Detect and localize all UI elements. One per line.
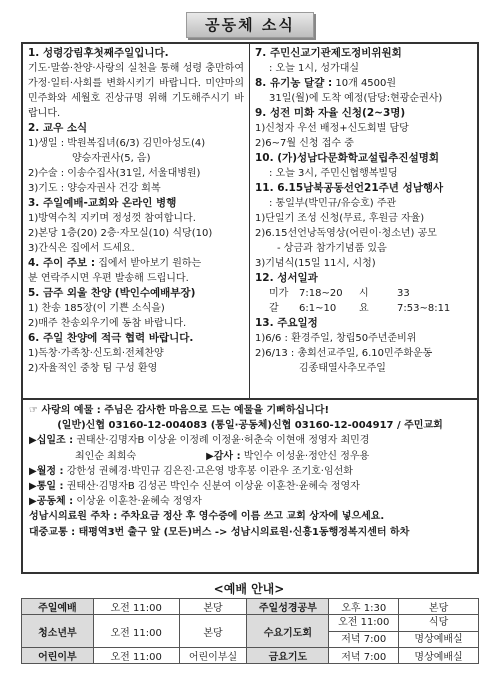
section-6-title: 6. 주일 찬양에 적극 협력 바랍니다. — [28, 332, 194, 344]
service-time-split — [329, 615, 399, 648]
service-name: 금요기도 — [247, 648, 329, 664]
service-time: 저녁 7:00 — [329, 631, 398, 647]
news-box — [21, 42, 479, 400]
service-schedule-table — [21, 598, 479, 664]
section-6-line-1: 1)독창·가족창·신도회·전체찬양 — [28, 348, 164, 359]
unity-label: ▶통일 : — [29, 481, 64, 493]
section-11-line-0: : 통일부(박민규/유승호) 주관 — [269, 198, 397, 209]
section-4-inline: 집에서 받아보기 원하는 — [98, 258, 202, 269]
service-name: 주일예배 — [22, 599, 94, 615]
table-row — [22, 615, 479, 648]
section-7-title: 7. 주민신교기관제도정비위원회 — [255, 47, 402, 59]
service-place-split — [399, 615, 479, 648]
service-place: 본당 — [179, 615, 247, 648]
tithe-names: 권태산·김명자B 이상윤 이정례 이정윤·허춘숙 이현애 정영자 최민경 — [76, 435, 370, 447]
section-13-line-2b: 김종태열사추모주일 — [299, 363, 386, 374]
service-place: 식당 — [428, 617, 449, 628]
tithe-label: ▶십일조 : — [29, 435, 74, 447]
offering-info-box — [21, 400, 479, 574]
service-time: 오전 11:00 — [93, 615, 179, 648]
section-8-line-1: 31일(월)에 도착 예정(담당:현광순권사) — [269, 93, 443, 104]
transit-info: 대중교통 : 태평역3번 출구 앞 (모든)버스 -> 성남시의료원·신흥1동행정복지센터 하차 — [29, 526, 410, 538]
parking-info: 성남시의료원 주차 : 주차요금 정산 후 영수증에 이름 쓰고 교회 상자에 넣으세요. — [29, 511, 385, 523]
section-4-title: 4. 주이 주보 : — [28, 257, 96, 269]
service-schedule-title: <예배 안내> — [213, 582, 285, 596]
gift-title: ☞ 사랑의 예물 : 주님은 감사한 마음으로 드는 예물을 기뻐하십니다! — [29, 405, 330, 416]
service-name: 주일성경공부 — [247, 599, 329, 615]
section-11-line-2: 2)6.15선언낭독영상(어린이·청소년) 공모 — [255, 228, 437, 239]
service-time: 오후 1:30 — [329, 599, 399, 615]
section-11-line-2b: - 상금과 참가기념품 있음 — [277, 243, 387, 254]
service-place: 어린이부실 — [179, 648, 247, 664]
section-2-line-3: 3)기도 : 양승자권사 건강 회복 — [28, 183, 161, 194]
lectionary-ref: 33 — [397, 288, 410, 299]
right-column — [250, 44, 477, 398]
lectionary-book: 시 — [359, 288, 369, 299]
section-3-title: 3. 주일예배-교회와 온라인 병행 — [28, 197, 177, 209]
left-column — [23, 44, 250, 398]
service-time: 오전 11:00 — [338, 617, 390, 628]
thanks-label: ▶감사 : — [206, 450, 241, 462]
section-5-line-2: 2)매주 찬송외우기에 동참 바랍니다. — [28, 318, 187, 329]
lectionary-grid — [255, 286, 472, 316]
section-7-line-1: : 오늘 1시, 성가대실 — [269, 63, 360, 74]
monthly-names: 강한성 권혜경·박민규 김은진·고은영 방후봉 이관우 조기호·임선화 — [66, 465, 353, 477]
bank-accounts: (일반)신협 03160-12-004083 (통일·공동체)신협 03160-12-004917 / 주민교회 — [57, 420, 443, 432]
section-13-title: 13. 주요일정 — [255, 317, 318, 329]
section-2-line-2: 2)수술 : 이송수집사(31일, 서울대병원) — [28, 168, 201, 179]
section-4-body: 분 연락주시면 우편 발송해 드립니다. — [28, 273, 189, 284]
thanks-names: 박인수 이성윤·정안신 정우용 — [243, 450, 370, 462]
section-2-line-1b: 양승자권사(5, 음) — [72, 153, 151, 164]
section-10-title: 10. (가)성남다문화학교설립추진설명회 — [255, 152, 439, 164]
service-time: 오전 11:00 — [93, 648, 179, 664]
section-8-title: 8. 유기농 달걀 : — [255, 77, 333, 89]
service-place: 본당 — [179, 599, 247, 615]
section-2-title: 2. 교우 소식 — [28, 122, 88, 134]
lectionary-ref: 7:18~20 — [299, 288, 343, 299]
section-3-line-3: 3)간식은 집에서 드세요. — [28, 243, 135, 254]
service-place: 명상예배실 — [399, 648, 479, 664]
section-5-line-1: 1) 찬송 185장(이 기쁜 소식을) — [28, 303, 165, 314]
section-9-line-2: 2)6~7월 신청 접수 중 — [255, 138, 354, 149]
service-place: 본당 — [399, 599, 479, 615]
section-11-line-1: 1)단일기 조성 신청(무료, 후원금 자율) — [255, 213, 425, 224]
section-13-line-1: 1)6/6 : 환경주일, 창립50주년준비위 — [255, 333, 417, 344]
section-11-line-3: 3)기념식(15일 11시, 시청) — [255, 258, 376, 269]
section-3-line-1: 1)방역수칙 지키며 정성껏 참여합니다. — [28, 213, 196, 224]
lectionary-book: 요 — [359, 303, 369, 314]
lectionary-book: 갈 — [269, 303, 279, 314]
service-time: 저녁 7:00 — [329, 648, 399, 664]
service-name: 어린이부 — [22, 648, 94, 664]
section-8-inline: 10개 4500원 — [335, 78, 397, 89]
service-place: 명상예배실 — [399, 631, 478, 647]
section-11-title: 11. 6.15남북공동선언21주년 성남행사 — [255, 182, 444, 194]
table-row — [22, 599, 479, 615]
section-10-line-1: : 오늘 3시, 주민신협행복빌딩 — [269, 168, 398, 179]
lectionary-ref: 7:53~8:11 — [397, 303, 451, 314]
section-2-line-1: 1)생일 : 박원복집녀(6/3) 김민아성도(4) — [28, 138, 206, 149]
section-3-line-2: 2)본당 1층(20) 2층·자모실(10) 식당(10) — [28, 228, 213, 239]
service-name: 수요기도회 — [247, 615, 329, 648]
section-9-line-1: 1)신청자 우선 배정+신도회별 담당 — [255, 123, 409, 134]
section-9-title: 9. 성전 미화 자율 신청(2~3명) — [255, 107, 406, 119]
community-label: ▶공동체 : — [29, 496, 74, 508]
lectionary-ref: 6:1~10 — [299, 303, 337, 314]
section-1-body: 기도·말씀·찬양·사랑의 실천을 통해 성령 충만하여 가정·일터·사회를 변화시키기 바랍니다. 미얀마의 민주화와 세월호 진상규명 위해 기도해주시기 바랍니다. — [28, 63, 244, 119]
section-1-title: 1. 성령강림후첫째주일입니다. — [28, 47, 169, 59]
page-title: 공동체 소식 — [186, 12, 314, 38]
lectionary-book: 미가 — [269, 288, 289, 299]
tithe-names-2: 최인순 최희숙 — [75, 450, 137, 462]
table-row — [22, 648, 479, 664]
section-12-title: 12. 성서일과 — [255, 272, 318, 284]
section-6-line-2: 2)자율적인 중창 팀 구성 환영 — [28, 363, 158, 374]
service-time: 오전 11:00 — [93, 599, 179, 615]
service-name: 청소년부 — [22, 615, 94, 648]
section-5-title: 5. 금주 외울 찬양 (박인수예배부장) — [28, 287, 196, 299]
community-names: 이상윤 이훈찬·윤혜숙 정영자 — [76, 496, 202, 508]
section-13-line-2: 2)6/13 : 총회선교주일, 6.10민주화운동 — [255, 348, 433, 359]
unity-names: 권태산·김명자B 김성곤 박인수 신분여 이상윤 이훈찬·윤혜숙 정영자 — [66, 481, 360, 493]
monthly-label: ▶월정 : — [29, 465, 64, 477]
